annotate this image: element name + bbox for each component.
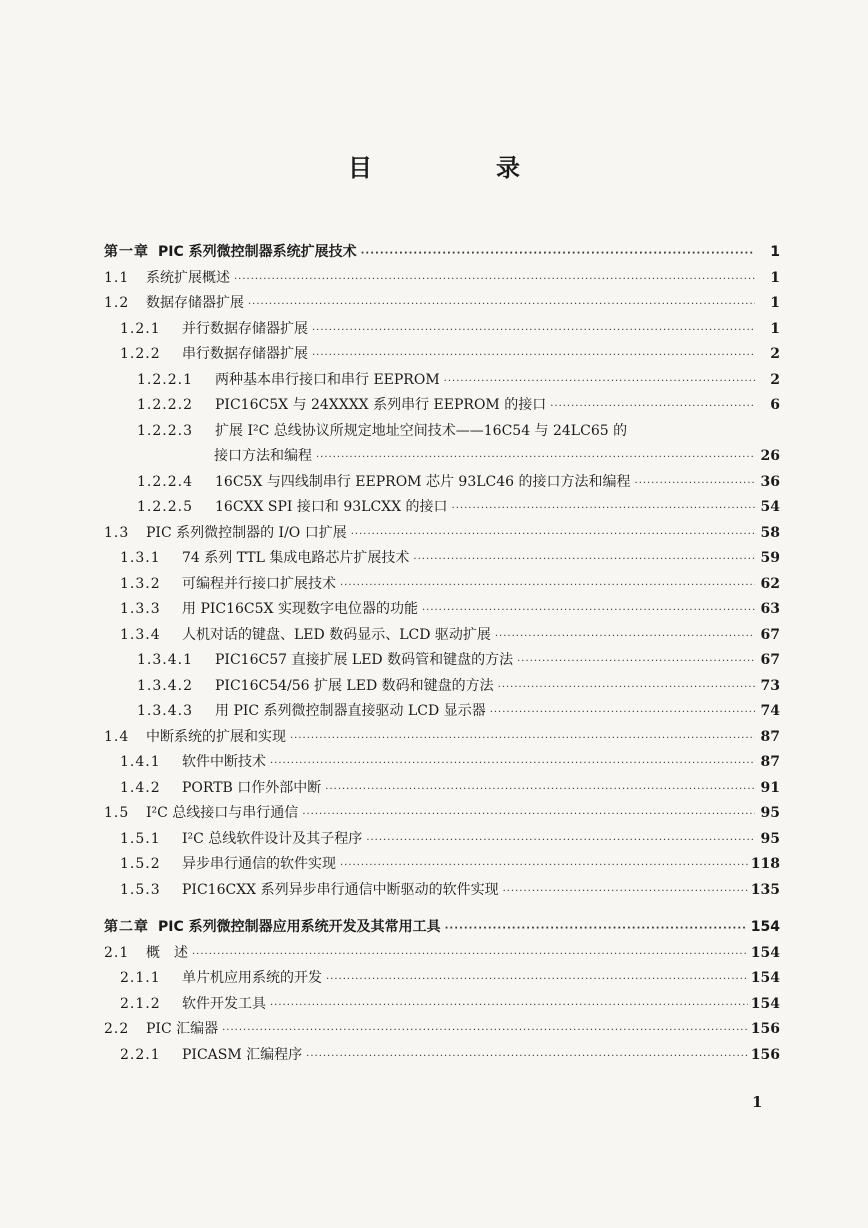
- toc-page-number: 67: [760, 626, 780, 643]
- toc-page-number: 54: [760, 499, 780, 515]
- toc-row[interactable]: [104, 444, 780, 470]
- toc-number: 2.2.1: [120, 1046, 161, 1063]
- toc-number: 1.2.2.3: [137, 422, 193, 439]
- toc-page-number: 59: [760, 550, 780, 566]
- toc-page-number: 154: [750, 944, 780, 961]
- footer-page-number: 1: [752, 1093, 763, 1111]
- toc-page-number: 154: [750, 970, 780, 986]
- toc-row[interactable]: [104, 572, 780, 598]
- leader-dots: [495, 624, 755, 650]
- leader-dots: [340, 573, 755, 599]
- leader-dots: [312, 343, 755, 369]
- toc-row[interactable]: [104, 393, 780, 419]
- toc-page-number: 62: [760, 575, 780, 592]
- toc-label: 接口方法和编程: [214, 448, 312, 464]
- toc-row[interactable]: [104, 648, 780, 674]
- toc-page-number: 26: [760, 448, 780, 464]
- toc-row[interactable]: [104, 750, 780, 776]
- toc-label: 人机对话的键盘、LED 数码显示、LCD 驱动扩展: [182, 626, 491, 643]
- toc-label: PIC 汇编器: [146, 1021, 219, 1037]
- toc-label: 软件中断技术: [182, 754, 266, 770]
- toc-number: 1.3.4.2: [137, 677, 193, 694]
- toc-page-number: 1: [770, 295, 780, 311]
- toc-row[interactable]: [104, 1017, 780, 1043]
- toc-label: PIC16C54/56 扩展 LED 数码和键盘的方法: [215, 677, 494, 694]
- toc-number: 1.3.4.3: [137, 703, 193, 719]
- toc-label: PICASM 汇编程序: [182, 1046, 303, 1063]
- toc-row[interactable]: [104, 992, 780, 1018]
- toc-number: 1.4.1: [120, 754, 161, 770]
- toc-number: 1.3.2: [120, 575, 161, 592]
- toc-page-number: 156: [750, 1046, 780, 1063]
- toc-label: 概 述: [146, 944, 188, 961]
- toc-number: 1.3.4.1: [137, 652, 193, 668]
- toc-page-number: 63: [760, 601, 780, 617]
- toc-page-number: 67: [760, 652, 780, 668]
- toc-number: 2.2: [104, 1021, 130, 1037]
- toc-page-number: 118: [750, 856, 780, 872]
- leader-dots: [366, 828, 755, 854]
- leader-dots: [351, 522, 755, 548]
- toc-number: 1.3: [104, 524, 130, 541]
- toc-label: PIC 系列微控制器的 I/O 口扩展: [146, 524, 347, 541]
- toc-page-number: 1: [770, 244, 780, 260]
- toc-row[interactable]: [104, 521, 780, 547]
- leader-dots: [413, 547, 755, 573]
- leader-dots: [325, 777, 755, 803]
- leader-dots: [445, 916, 748, 942]
- toc-number: 2.1: [104, 944, 130, 961]
- toc-row[interactable]: [104, 827, 780, 853]
- toc-page-number: 1: [770, 320, 780, 337]
- toc-row[interactable]: [104, 966, 780, 992]
- toc-label: 单片机应用系统的开发: [182, 970, 322, 986]
- toc-label: 74 系列 TTL 集成电路芯片扩展技术: [182, 550, 410, 566]
- toc-label: 串行数据存储器扩展: [182, 346, 308, 362]
- toc-number: 1.2.2.5: [137, 499, 193, 515]
- toc-row[interactable]: [104, 852, 780, 878]
- toc-row[interactable]: [104, 342, 780, 368]
- toc-label: PIC16C5X 与 24XXXX 系列串行 EEPROM 的接口: [215, 397, 547, 413]
- toc-row[interactable]: [104, 623, 780, 649]
- toc-row[interactable]: [104, 597, 780, 623]
- toc-page-number: 2: [770, 346, 780, 362]
- toc-label: 系统扩展概述: [146, 269, 230, 286]
- leader-dots: [270, 751, 755, 777]
- toc-chapter-row[interactable]: [104, 240, 780, 266]
- toc-label: PIC16CXX 系列异步串行通信中断驱动的软件实现: [182, 881, 499, 898]
- toc-row[interactable]: [104, 878, 780, 904]
- toc-number: 1.2.2.2: [137, 397, 193, 413]
- toc-page-number: 156: [750, 1021, 780, 1037]
- toc-number: 1.2.2.1: [137, 371, 193, 388]
- toc-page-number: 135: [750, 881, 780, 898]
- toc-row[interactable]: [104, 776, 780, 802]
- leader-dots: [422, 598, 755, 624]
- toc-row[interactable]: [104, 1043, 780, 1069]
- toc-number: 1.3.4: [120, 626, 161, 643]
- toc-row[interactable]: [104, 801, 780, 827]
- toc-row[interactable]: [104, 941, 780, 967]
- table-of-contents: [104, 240, 780, 1068]
- toc-label: 异步串行通信的软件实现: [182, 856, 336, 872]
- leader-dots: [340, 853, 748, 879]
- toc-number: 1.1: [104, 269, 130, 286]
- toc-label: 软件开发工具: [182, 995, 266, 1012]
- toc-page-number: 73: [760, 677, 780, 694]
- leader-dots: [490, 700, 755, 726]
- leader-dots: [270, 993, 748, 1019]
- toc-row[interactable]: [104, 470, 780, 496]
- toc-number: 1.3.3: [120, 601, 161, 617]
- chapter-gap: [104, 903, 780, 915]
- toc-number: 2.1.2: [120, 995, 161, 1012]
- toc-number: 1.4: [104, 728, 130, 745]
- toc-number: 1.2.2.4: [137, 473, 193, 490]
- toc-number: 1.2.2: [120, 346, 161, 362]
- toc-number: 1.3.1: [120, 550, 161, 566]
- toc-number: 第二章: [104, 919, 149, 935]
- toc-label: 用 PIC16C5X 实现数字电位器的功能: [182, 601, 418, 617]
- leader-dots: [326, 967, 748, 993]
- toc-number: 2.1.1: [120, 970, 161, 986]
- leader-dots: [361, 241, 755, 267]
- toc-chapter-row[interactable]: [104, 915, 780, 941]
- leader-dots: [498, 675, 755, 701]
- toc-label: 扩展 I²C 总线协议所规定地址空间技术——16C54 与 24LC65 的: [215, 422, 628, 439]
- toc-page-number: 91: [760, 779, 780, 796]
- leader-dots: [302, 802, 755, 828]
- leader-dots: [452, 496, 755, 522]
- toc-label: 并行数据存储器扩展: [182, 320, 308, 337]
- page-title: 目 录: [348, 154, 570, 182]
- leader-dots: [550, 394, 755, 420]
- toc-number: 1.4.2: [120, 779, 161, 796]
- leader-dots: [222, 1018, 748, 1044]
- toc-label: PIC 系列微控制器应用系统开发及其常用工具: [158, 919, 441, 935]
- toc-label: 用 PIC 系列微控制器直接驱动 LCD 显示器: [215, 703, 486, 719]
- toc-row[interactable]: [104, 546, 780, 572]
- toc-label: 数据存储器扩展: [146, 295, 244, 311]
- toc-row[interactable]: [104, 291, 780, 317]
- toc-page-number: 95: [760, 830, 780, 847]
- toc-label: 16CXX SPI 接口和 93LCXX 的接口: [215, 499, 448, 515]
- toc-page-number: 87: [760, 754, 780, 770]
- toc-label: 两种基本串行接口和串行 EEPROM: [215, 371, 440, 388]
- toc-page-number: 95: [760, 805, 780, 821]
- toc-label: PIC16C57 直接扩展 LED 数码管和键盘的方法: [215, 652, 514, 668]
- toc-page-number: 87: [760, 728, 780, 745]
- toc-number: 第一章: [104, 244, 149, 260]
- toc-row[interactable]: [104, 317, 780, 343]
- leader-dots: [312, 318, 755, 344]
- toc-row[interactable]: [104, 725, 780, 751]
- toc-number: 1.2.1: [120, 320, 161, 337]
- toc-number: 1.5.2: [120, 856, 161, 872]
- toc-row[interactable]: [104, 419, 780, 445]
- toc-row[interactable]: [104, 368, 780, 394]
- toc-label: 可编程并行接口扩展技术: [182, 575, 336, 592]
- toc-label: 16C5X 与四线制串行 EEPROM 芯片 93LC46 的接口方法和编程: [215, 473, 631, 490]
- toc-page-number: 1: [770, 269, 780, 286]
- leader-dots: [635, 471, 755, 497]
- toc-page-number: 154: [750, 919, 780, 935]
- toc-row[interactable]: [104, 674, 780, 700]
- leader-dots: [234, 267, 755, 293]
- toc-page-number: 154: [750, 995, 780, 1012]
- leader-dots: [503, 879, 748, 905]
- toc-page-number: 2: [770, 371, 780, 388]
- toc-number: 1.5.3: [120, 881, 161, 898]
- leader-dots: [444, 369, 755, 395]
- toc-label: 中断系统的扩展和实现: [146, 728, 286, 745]
- toc-label: PORTB 口作外部中断: [182, 779, 322, 796]
- toc-number: 1.2: [104, 295, 130, 311]
- leader-dots: [306, 1044, 748, 1070]
- toc-page-number: 6: [770, 397, 780, 413]
- leader-dots: [316, 445, 755, 471]
- leader-dots: [248, 292, 755, 318]
- leader-dots: [517, 649, 755, 675]
- toc-label: I²C 总线软件设计及其子程序: [182, 830, 363, 847]
- toc-row[interactable]: [104, 699, 780, 725]
- toc-row[interactable]: [104, 266, 780, 292]
- toc-number: 1.5.1: [120, 830, 161, 847]
- toc-page-number: 74: [760, 703, 780, 719]
- toc-number: 1.5: [104, 805, 130, 821]
- leader-dots: [192, 942, 748, 968]
- toc-label: PIC 系列微控制器系统扩展技术: [158, 244, 357, 260]
- toc-page-number: 58: [760, 524, 780, 541]
- toc-page-number: 36: [760, 473, 780, 490]
- toc-row[interactable]: [104, 495, 780, 521]
- toc-label: I²C 总线接口与串行通信: [146, 805, 299, 821]
- leader-dots: [290, 726, 755, 752]
